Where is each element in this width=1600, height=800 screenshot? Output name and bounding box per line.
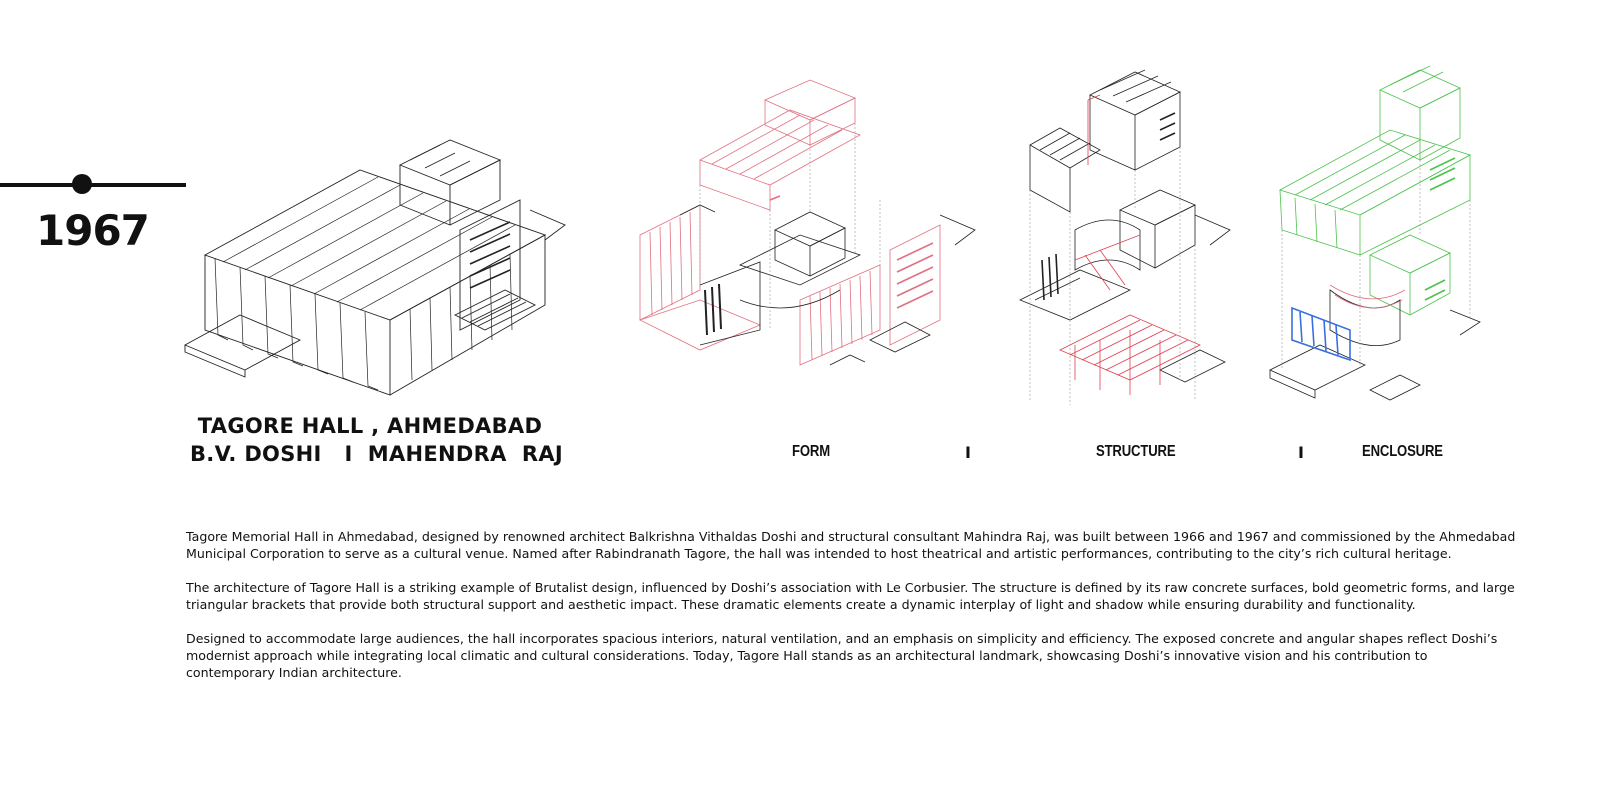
- paragraph-architecture: The architecture of Tagore Hall is a striking example of Brutalist design, influenced by Doshi’s association with Le Corbusier. The structure is defined by its raw concrete surfaces, bold geometric forms, and large triangular brackets that provide both structural support and aesthetic impact. These dramatic elements create a dynamic interplay of light and shadow while ensuring durability and functionality.: [186, 580, 1515, 612]
- enclosure-diagram: [1270, 66, 1480, 400]
- structure-diagram: [1020, 70, 1230, 405]
- building-title: TAGORE HALL , AHMEDABAD: [197, 414, 543, 438]
- year-label: 1967: [36, 206, 149, 255]
- separator-1: I: [965, 443, 971, 462]
- structure-label: STRUCTURE: [1096, 443, 1176, 460]
- description: [186, 528, 1516, 698]
- separator-2: I: [1298, 443, 1304, 462]
- enclosure-label: ENCLOSURE: [1362, 443, 1443, 460]
- form-diagram: [640, 80, 975, 365]
- main-building-drawing: [185, 140, 565, 395]
- paragraph-design: Designed to accommodate large audiences, the hall incorporates spacious interiors, natural ventilation, and an emphasis on simplicity and efficiency. The exposed concrete and angular shapes reflect Doshi’s modernist approach while integrating local climatic and cultural considerations. Today, Tagore Hall stands as an architectural landmark, showcasing Doshi’s innovative vision and his contribution to contemporary Indian architecture.: [186, 631, 1498, 680]
- architects-line: B.V. DOSHI I MAHENDRA RAJ: [190, 442, 564, 466]
- form-label: FORM: [792, 443, 830, 460]
- paragraph-history: Tagore Memorial Hall in Ahmedabad, designed by renowned architect Balkrishna Vithaldas Doshi and structural consultant Mahindra Raj, was built between 1966 and 1967 and commissioned by the Ahmedabad Municipal Corporation to serve as a cultural venue. Named after Rabindranath Tagore, the hall was intended to host theatrical and artistic performances, contributing to the city’s rich cultural heritage.: [186, 529, 1516, 561]
- title-block: [190, 412, 564, 468]
